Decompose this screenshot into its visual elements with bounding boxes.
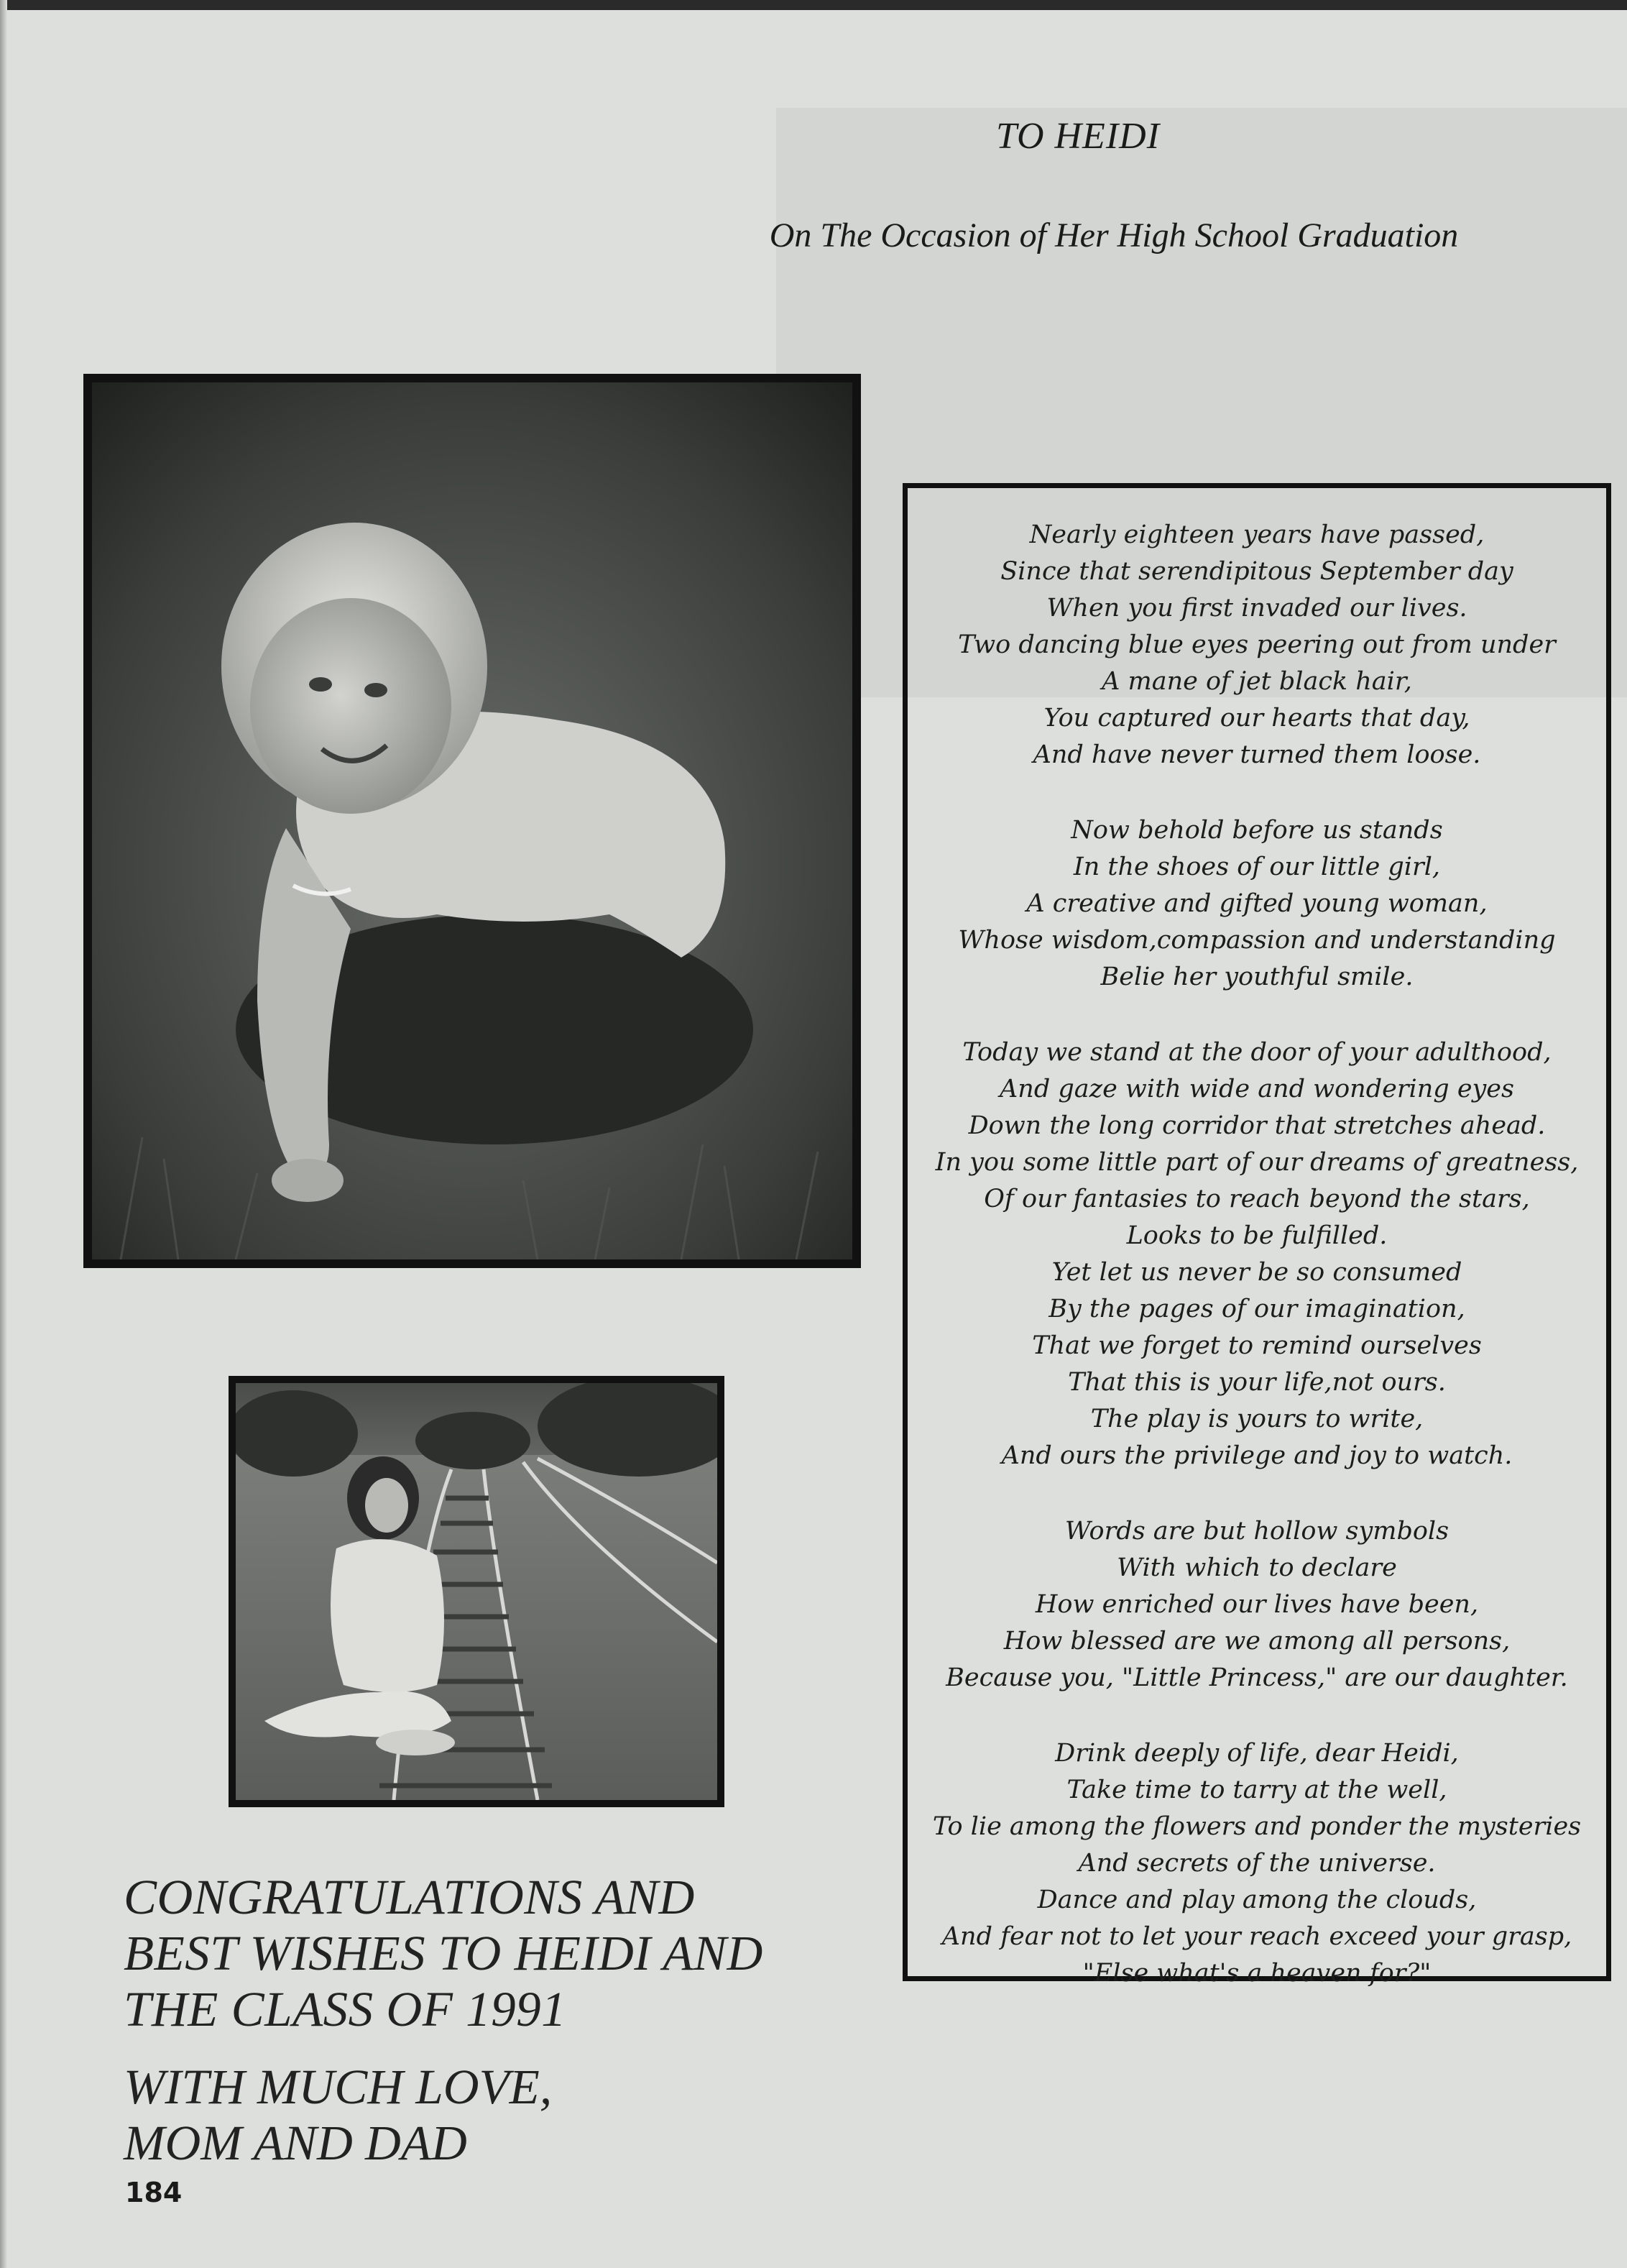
poem-stanza-1 [908,517,1606,773]
congratulations-line: BEST WISHES TO HEIDI AND [124,1926,763,1980]
poem-line: Yet let us never be so consumed [1051,1258,1462,1287]
poem-box [903,483,1611,1988]
poem-line: And have never turned them loose. [1033,740,1481,769]
poem-line: Two dancing blue eyes peering out from under [958,630,1556,659]
page-title: TO HEIDI [995,116,1161,157]
poem-line: The play is yours to write, [1090,1405,1424,1433]
congratulations-message [124,1869,885,2037]
signoff-line: MOM AND DAD [124,2116,467,2170]
page-number: 184 [125,2177,183,2208]
page-left-edge [0,0,7,2268]
poem-line: And ours the privilege and joy to watch. [1001,1441,1513,1470]
poem-line: To lie among the flowers and ponder the mysteries [932,1812,1582,1841]
poem-line: Dance and play among the clouds, [1037,1886,1477,1914]
baby-photo [83,374,861,1268]
poem-line: By the pages of our imagination, [1048,1295,1465,1323]
poem-line: With which to declare [1117,1553,1397,1582]
poem-line: Of our fantasies to reach beyond the stars, [984,1185,1530,1213]
baby-photo-image [92,382,852,1259]
poem-line: And gaze with wide and wondering eyes [1000,1075,1514,1103]
poem-line: That this is your life,not ours. [1068,1368,1446,1397]
poem-line: Down the long corridor that stretches ahead. [968,1111,1546,1140]
poem-line: Nearly eighteen years have passed, [1029,520,1485,549]
poem-stanza-2 [908,812,1606,996]
congratulations-line: THE CLASS OF 1991 [124,1982,567,2037]
poem-line: Take time to tarry at the well, [1066,1776,1447,1804]
poem-line: In you some little part of our dreams of greatness, [935,1148,1579,1177]
poem-line: Looks to be fulfilled. [1126,1221,1388,1250]
poem-line: In the shoes of our little girl, [1073,853,1441,881]
congratulations-line: CONGRATULATIONS AND [124,1870,695,1924]
page-top-edge [0,0,1627,10]
poem-line: That we forget to remind ourselves [1032,1331,1482,1360]
poem-line: You captured our hearts that day, [1043,704,1470,733]
page-subtitle: On The Occasion of Her High School Graduation [769,216,1459,254]
poem-line: Today we stand at the door of your adulthood, [962,1038,1552,1067]
signoff-line: WITH MUCH LOVE, [124,2060,553,2114]
poem-line: A creative and gifted young woman, [1026,889,1488,918]
poem-line: And fear not to let your reach exceed your grasp, [941,1922,1572,1951]
poem-line: Drink deeply of life, dear Heidi, [1055,1739,1459,1768]
poem-line: When you first invaded our lives. [1046,594,1467,623]
graduate-photo-image [236,1383,717,1800]
poem-line: A mane of jet black hair, [1102,667,1412,696]
poem-line: "Else what's a heaven for?" [1082,1959,1432,1988]
poem-line: How enriched our lives have been, [1035,1590,1479,1619]
poem-line: Because you, "Little Princess," are our daughter. [946,1663,1568,1692]
poem-stanza-3 [908,1034,1606,1474]
graduate-on-tracks-photo [229,1376,724,1807]
poem-line: Whose wisdom,compassion and understanding [958,926,1556,955]
poem-stanza-4 [908,1513,1606,1697]
poem-line: How blessed are we among all persons, [1003,1627,1511,1656]
poem-line: Now behold before us stands [1071,816,1443,845]
poem-line: Belie her youthful smile. [1100,963,1414,991]
poem-line: Since that serendipitous September day [1000,557,1513,586]
poem-stanza-5 [908,1735,1606,1992]
signoff-message [124,2059,842,2171]
poem-line: And secrets of the universe. [1078,1849,1436,1878]
poem-line: Words are but hollow symbols [1064,1517,1449,1546]
